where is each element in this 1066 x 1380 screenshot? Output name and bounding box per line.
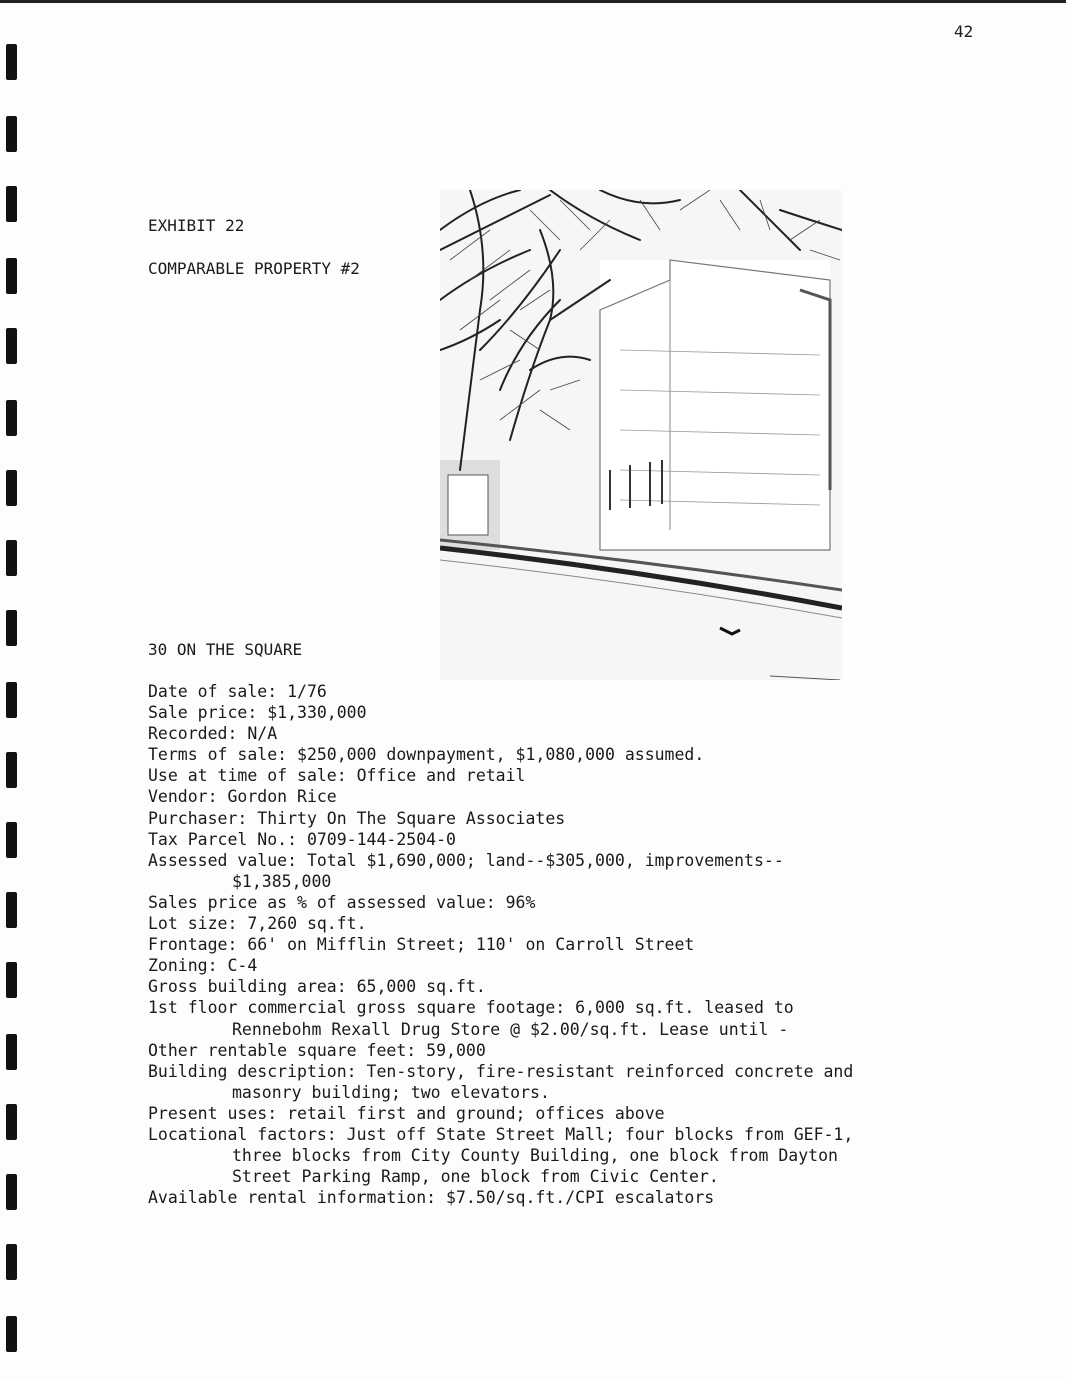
binding-hole	[6, 610, 17, 646]
detail-line: Building description: Ten-story, fire-resistant reinforced concrete and	[148, 1061, 854, 1081]
property-details	[148, 681, 1028, 1208]
detail-line: Sales price as % of assessed value: 96%	[148, 892, 536, 912]
exhibit-subtitle: COMPARABLE PROPERTY #2	[148, 259, 360, 278]
binding-hole	[6, 116, 17, 152]
detail-line-continuation: three blocks from City County Building, one block from Dayton	[232, 1146, 838, 1166]
binding-holes	[0, 0, 30, 1380]
detail-line: Sale price: $1,330,000	[148, 703, 367, 723]
detail-line: Recorded: N/A	[148, 724, 278, 744]
property-name: 30 ON THE SQUARE	[148, 640, 303, 659]
detail-line-continuation: $1,385,000	[232, 871, 332, 891]
binding-hole	[6, 540, 17, 576]
detail-line: Terms of sale: $250,000 downpayment, $1,080,000 assumed.	[148, 745, 705, 765]
binding-hole	[6, 1034, 17, 1070]
binding-hole	[6, 1316, 17, 1352]
exhibit-label: EXHIBIT 22	[148, 216, 245, 235]
page-number: 42	[954, 22, 974, 41]
detail-line: Other rentable square feet: 59,000	[148, 1040, 486, 1060]
binding-hole	[6, 186, 17, 222]
detail-line: Tax Parcel No.: 0709-144-2504-0	[148, 829, 456, 849]
detail-line: Frontage: 66' on Mifflin Street; 110' on Carroll Street	[148, 935, 695, 955]
photo-svg	[440, 190, 842, 680]
binding-hole	[6, 470, 17, 506]
detail-line: Zoning: C-4	[148, 956, 258, 976]
binding-hole	[6, 962, 17, 998]
binding-hole	[6, 1104, 17, 1140]
binding-hole	[6, 752, 17, 788]
detail-line-continuation: Rennebohm Rexall Drug Store @ $2.00/sq.ft. Lease until -	[232, 1019, 789, 1039]
detail-line: Date of sale: 1/76	[148, 682, 327, 701]
detail-line: Gross building area: 65,000 sq.ft.	[148, 977, 486, 997]
binding-hole	[6, 822, 17, 858]
detail-line: Use at time of sale: Office and retail	[148, 766, 526, 786]
detail-line: Assessed value: Total $1,690,000; land--$305,000, improvements--	[148, 850, 784, 870]
building-photo	[440, 190, 842, 680]
binding-hole	[6, 258, 17, 294]
detail-line-continuation: Street Parking Ramp, one block from Civic Center.	[232, 1167, 719, 1187]
page-top-border	[0, 0, 1066, 3]
detail-line: 1st floor commercial gross square footage: 6,000 sq.ft. leased to	[148, 998, 794, 1018]
detail-line: Purchaser: Thirty On The Square Associates	[148, 808, 566, 828]
binding-hole	[6, 1244, 17, 1280]
binding-hole	[6, 44, 17, 80]
detail-line-continuation: masonry building; two elevators.	[232, 1082, 550, 1102]
detail-line: Locational factors: Just off State Street Mall; four blocks from GEF-1,	[148, 1124, 854, 1144]
binding-hole	[6, 328, 17, 364]
binding-hole	[6, 682, 17, 718]
binding-hole	[6, 1174, 17, 1210]
binding-hole	[6, 892, 17, 928]
detail-line: Available rental information: $7.50/sq.ft./CPI escalators	[148, 1188, 715, 1208]
detail-line: Vendor: Gordon Rice	[148, 787, 337, 807]
detail-line: Present uses: retail first and ground; offices above	[148, 1103, 665, 1123]
detail-line: Lot size: 7,260 sq.ft.	[148, 914, 367, 934]
binding-hole	[6, 400, 17, 436]
